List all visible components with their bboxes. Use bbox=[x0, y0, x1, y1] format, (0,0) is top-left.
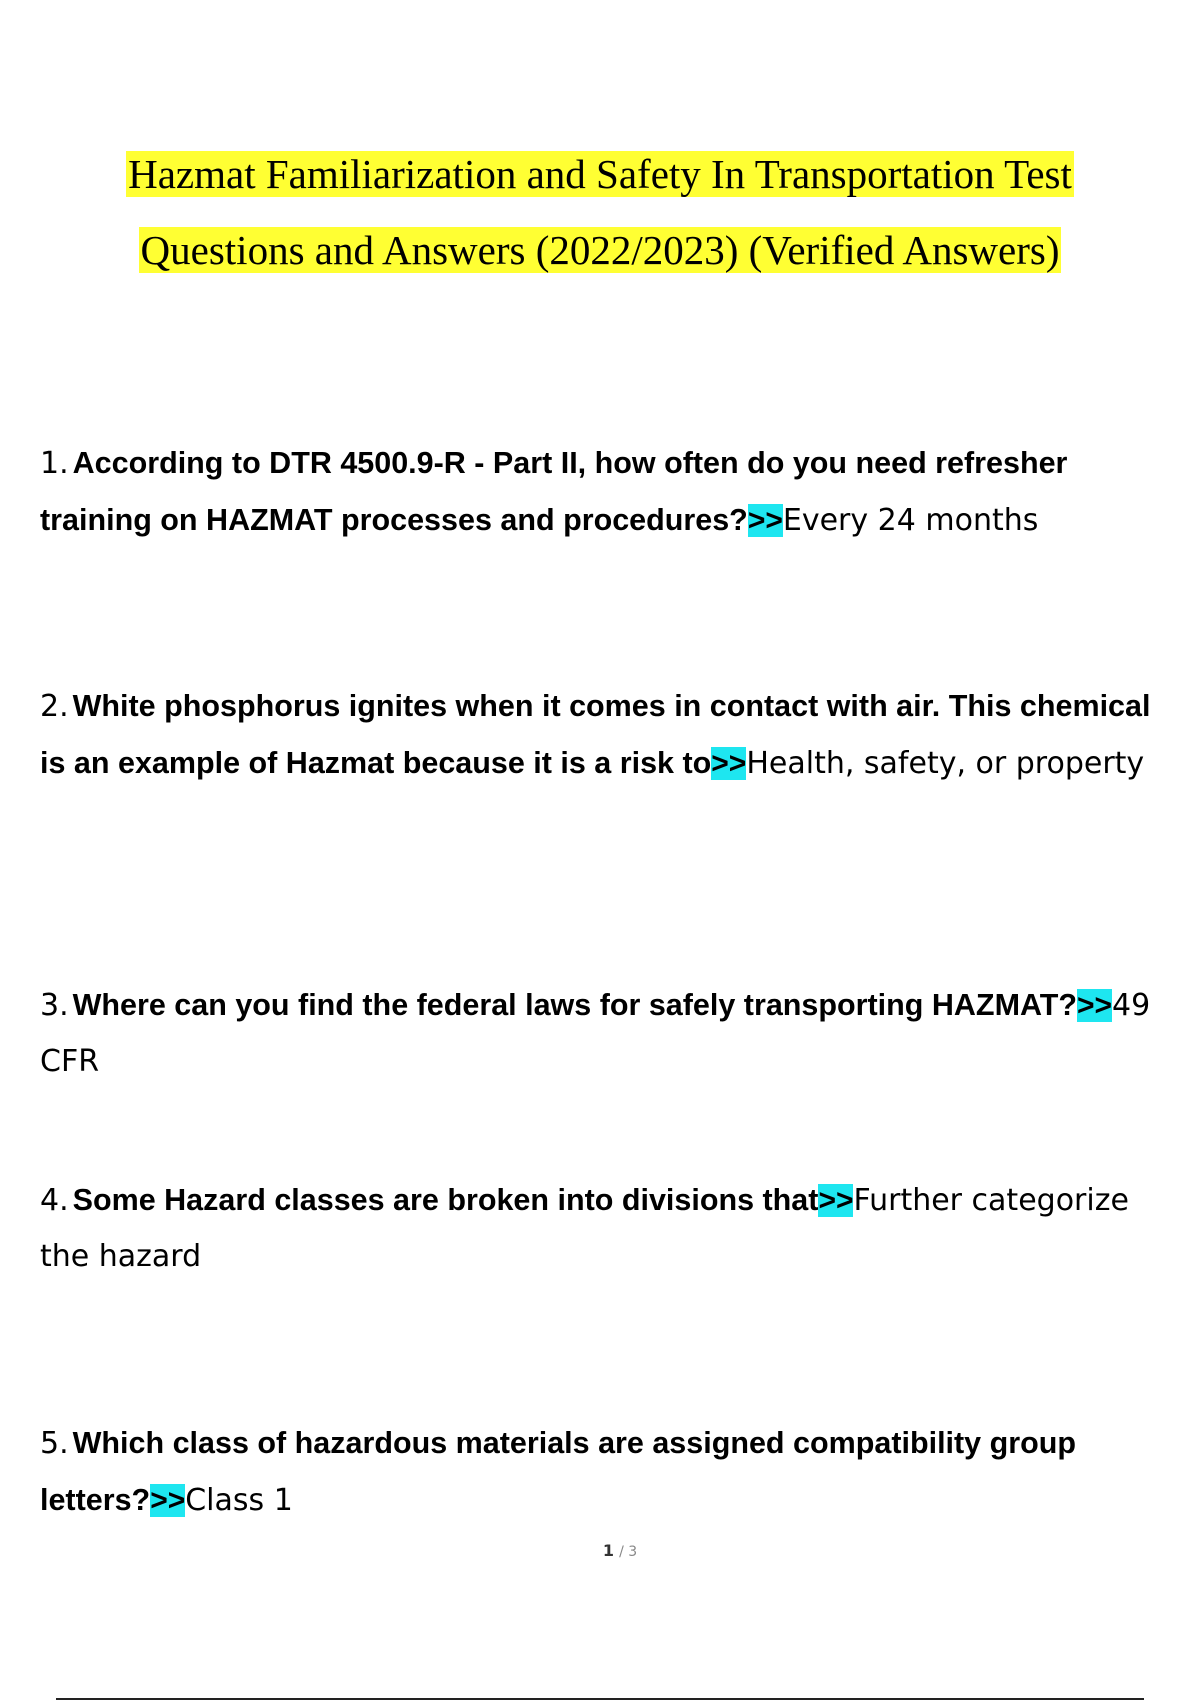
page-total: / 3 bbox=[619, 1544, 638, 1560]
question-text: Some Hazard classes are broken into divisions that bbox=[72, 1183, 819, 1217]
question-item-4 bbox=[40, 1172, 1180, 1285]
title-line-1: Hazmat Familiarization and Safety In Transportation Test bbox=[128, 151, 1072, 197]
question-item-1 bbox=[40, 435, 1180, 549]
answer-separator: >> bbox=[747, 504, 783, 537]
title-line-2: Questions and Answers (2022/2023) (Verified Answers) bbox=[140, 227, 1060, 273]
question-number: 1. bbox=[40, 446, 69, 481]
question-number: 3. bbox=[40, 988, 69, 1023]
answer-separator: >> bbox=[711, 747, 747, 780]
question-text: White phosphorus ignites when it comes in contact with air. This chemical is an example of Hazmat because it is a risk to bbox=[40, 689, 1151, 780]
answer-separator: >> bbox=[150, 1484, 186, 1517]
question-text: According to DTR 4500.9-R - Part II, how often do you need refresher training on HAZMAT processes and procedures? bbox=[40, 446, 1068, 537]
question-item-2 bbox=[40, 678, 1180, 792]
answer-text: Class 1 bbox=[185, 1483, 293, 1518]
answer-separator: >> bbox=[818, 1184, 854, 1217]
question-text: Where can you find the federal laws for safely transporting HAZMAT? bbox=[72, 988, 1077, 1022]
question-number: 2. bbox=[40, 689, 69, 724]
document-title bbox=[0, 136, 1200, 288]
question-item-5 bbox=[40, 1415, 1180, 1529]
answer-text: Health, safety, or property bbox=[746, 746, 1145, 781]
answer-text: Further categorize the hazard bbox=[40, 1183, 1129, 1274]
question-item-3 bbox=[40, 977, 1180, 1090]
question-text: Which class of hazardous materials are assigned compatibility group letters? bbox=[40, 1426, 1076, 1517]
answer-separator: >> bbox=[1077, 989, 1113, 1022]
page-current: 1 bbox=[602, 1541, 614, 1560]
page-indicator bbox=[0, 1541, 1200, 1560]
answer-text: 49 CFR bbox=[40, 988, 1151, 1079]
answer-text: Every 24 months bbox=[782, 503, 1039, 538]
question-number: 4. bbox=[40, 1183, 69, 1218]
question-number: 5. bbox=[40, 1426, 69, 1461]
